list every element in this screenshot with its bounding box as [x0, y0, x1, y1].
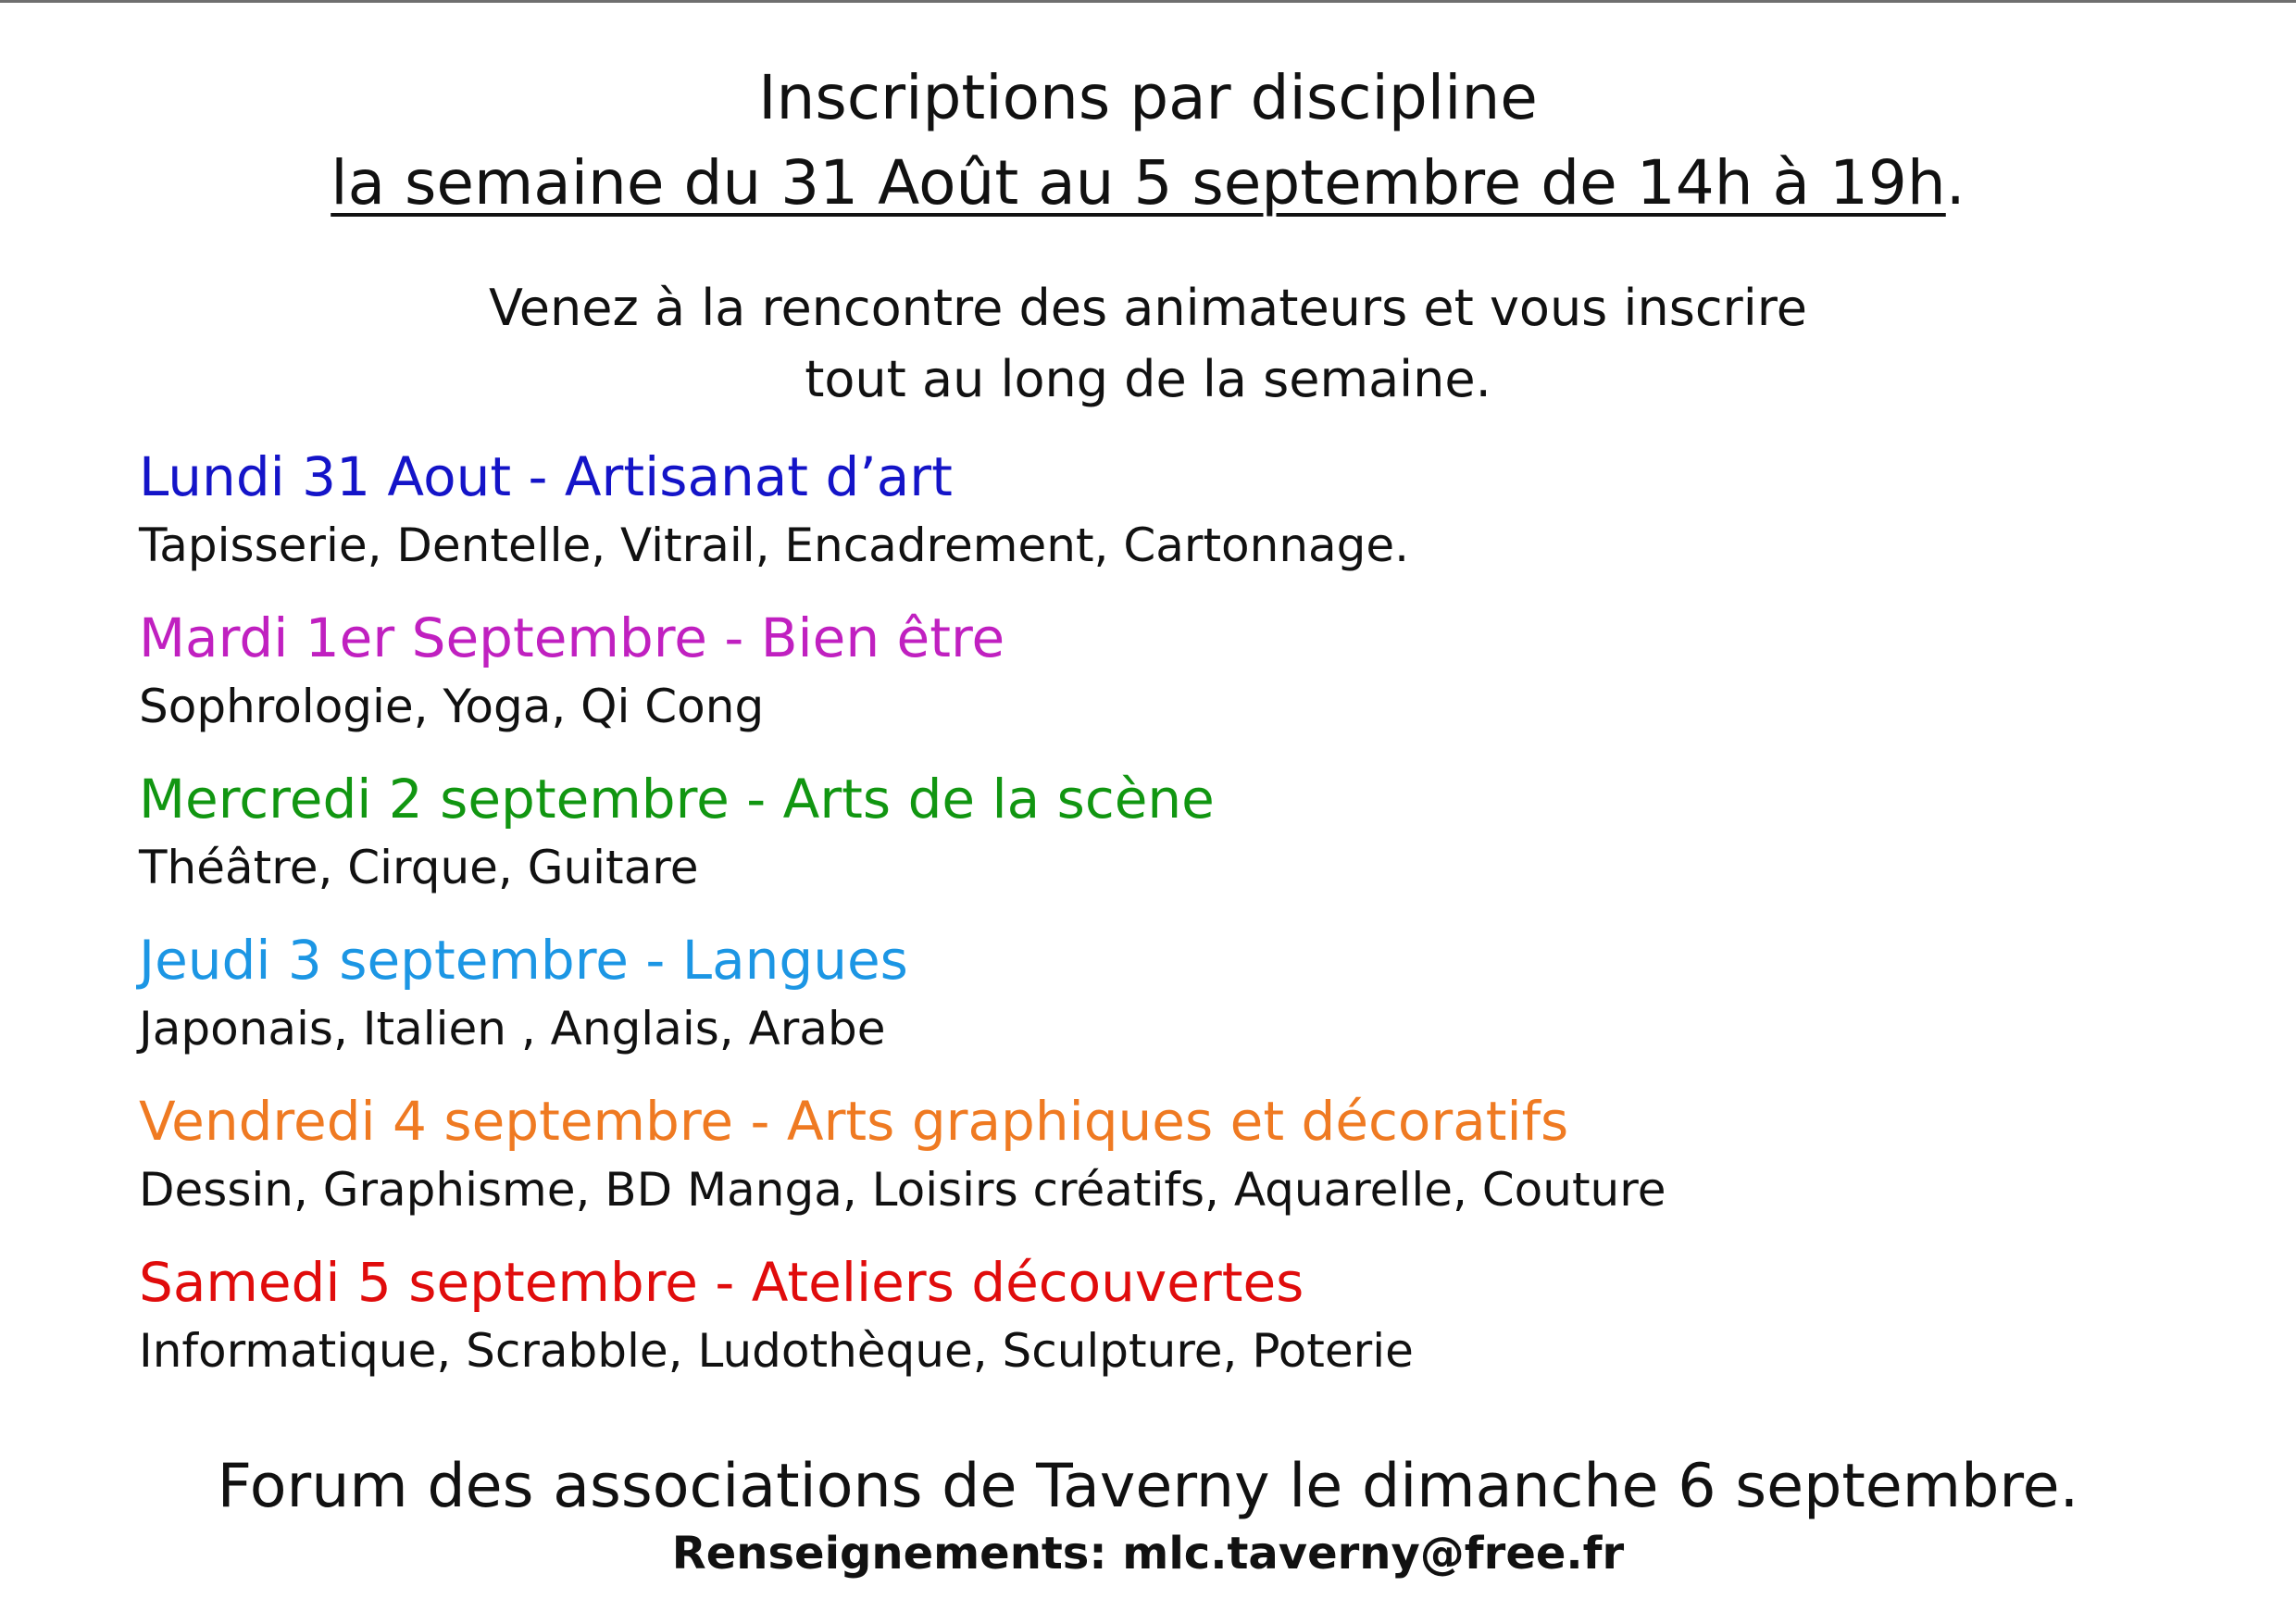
- top-rule: [0, 0, 2296, 3]
- day-heading: Lundi 31 Aout - Artisanat d’art: [139, 445, 953, 508]
- day-section-thursday: [139, 929, 2176, 1094]
- activity-list: Sophrologie, Yoga, Qi Cong: [139, 680, 765, 733]
- activity-list: Japonais, Italien , Anglais, Arabe: [139, 1002, 886, 1056]
- date-range-period: .: [1945, 147, 1965, 219]
- day-section-wednesday: [139, 768, 2176, 933]
- day-section-tuesday: [139, 606, 2176, 772]
- contact-email: mlc.taverny@free.fr: [1122, 1528, 1625, 1580]
- intro-line-2: tout au long de la semaine.: [805, 350, 1491, 408]
- date-range-underlined: la semaine du 31 Août au 5 septembre de 14h à 19h: [331, 147, 1946, 219]
- intro-line-1: Venez à la rencontre des animateurs et vous inscrire: [489, 279, 1807, 337]
- page-title: Inscriptions par discipline: [758, 62, 1538, 133]
- activity-list: Théâtre, Cirque, Guitare: [139, 841, 699, 894]
- day-section-monday: [139, 445, 2176, 611]
- contact-label: Renseignements:: [671, 1528, 1107, 1580]
- activity-list: Informatique, Scrabble, Ludothèque, Sculpture, Poterie: [139, 1324, 1414, 1378]
- day-heading: Jeudi 3 septembre - Langues: [139, 929, 908, 992]
- schedule-list: [139, 445, 2176, 1417]
- day-heading: Vendredi 4 septembre - Arts graphiques et décoratifs: [139, 1090, 1569, 1153]
- date-range-line: [0, 147, 2296, 219]
- day-section-friday: [139, 1090, 2176, 1255]
- day-heading: Mercredi 2 septembre - Arts de la scène: [139, 768, 1215, 831]
- day-heading: Samedi 5 septembre - Ateliers découvertes: [139, 1251, 1304, 1314]
- activity-list: Dessin, Graphisme, BD Manga, Loisirs créatifs, Aquarelle, Couture: [139, 1163, 1666, 1217]
- day-section-saturday: [139, 1251, 2176, 1417]
- day-heading: Mardi 1er Septembre - Bien être: [139, 606, 1005, 669]
- contact-line: [0, 1528, 2296, 1580]
- activity-list: Tapisserie, Dentelle, Vitrail, Encadrement, Cartonnage.: [139, 518, 1410, 572]
- forum-announcement: Forum des associations de Taverny le dimanche 6 septembre.: [217, 1452, 2079, 1521]
